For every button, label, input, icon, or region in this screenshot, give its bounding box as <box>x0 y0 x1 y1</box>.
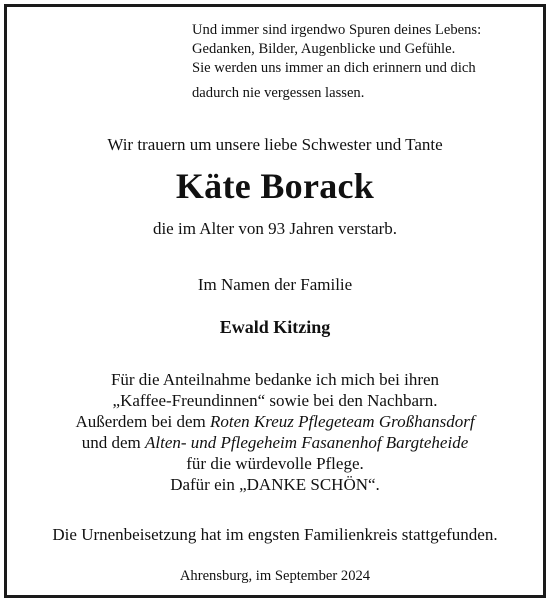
age-line: die im Alter von 93 Jahren verstarb. <box>152 219 398 238</box>
poem-line: Gedanken, Bilder, Augenblicke und Gefühle. <box>192 41 456 57</box>
thanks-line: „Kaffee-Freundinnen“ sowie bei den Nachbarn. <box>112 391 438 410</box>
family-line: Im Namen der Familie <box>197 275 353 294</box>
thanks-text: und dem <box>81 433 146 452</box>
thanks-line: Dafür ein „DANKE SCHÖN“. <box>170 475 380 494</box>
thanks-line: Für die Anteilnahme bedanke ich mich bei ihren <box>110 370 440 389</box>
poem-line: Und immer sind irgendwo Spuren deines Lebens: <box>192 22 482 38</box>
place-date: Ahrensburg, im September 2024 <box>179 568 371 584</box>
intro-line: Wir trauern um unsere liebe Schwester und Tante <box>107 135 443 154</box>
thanks-line <box>7 432 543 453</box>
poem-line: dadurch nie vergessen lassen. <box>192 85 365 101</box>
thanks-text: Außerdem bei dem <box>75 412 210 431</box>
thanks-line <box>7 411 543 432</box>
urn-burial-line: Die Urnenbeisetzung hat im engsten Familienkreis stattgefunden. <box>52 525 498 544</box>
thanks-institution: Alten- und Pflegeheim Fasanenhof Bargteheide <box>145 433 469 452</box>
thanks-institution: Roten Kreuz Pflegeteam Großhansdorf <box>209 412 475 431</box>
poem-block <box>192 21 532 103</box>
thanks-line: für die würdevolle Pflege. <box>186 454 364 473</box>
obituary-frame <box>4 4 546 598</box>
deceased-name: Käte Borack <box>175 166 375 206</box>
thanks-block <box>7 369 543 495</box>
poem-line: Sie werden uns immer an dich erinnern und dich <box>192 60 476 76</box>
signer-name: Ewald Kitzing <box>219 317 331 337</box>
